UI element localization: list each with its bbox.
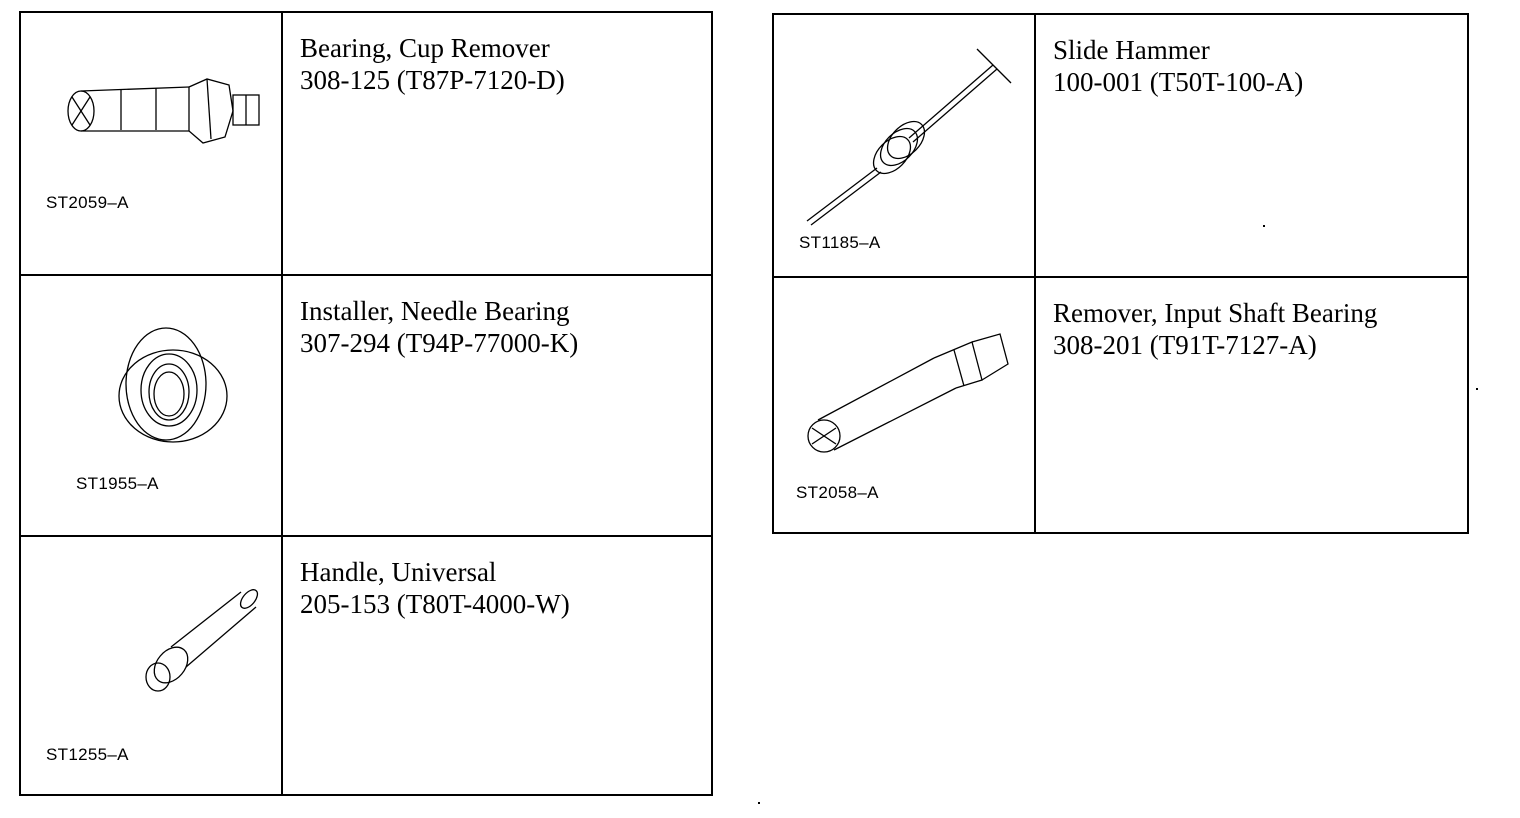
tool-number: 308-125 (T87P-7120-D) <box>300 65 565 95</box>
tool-number: 100-001 (T50T-100-A) <box>1053 67 1304 97</box>
needle-bearing-installer-icon <box>121 324 231 454</box>
slide-hammer-icon <box>799 43 1019 233</box>
tool-row <box>21 274 711 535</box>
tool-description-cell <box>1036 15 1467 276</box>
tool-number: 307-294 (T94P-77000-K) <box>300 328 579 358</box>
special-tools-table-right <box>772 13 1469 534</box>
illustration-code: ST2059–A <box>46 193 129 212</box>
special-tools-table-left <box>19 11 713 796</box>
tool-number: 308-201 (T91T-7127-A) <box>1053 330 1317 360</box>
tool-illustration-cell <box>21 13 283 274</box>
tool-row <box>21 13 711 274</box>
tool-row <box>774 15 1467 276</box>
tool-name: Installer, Needle Bearing <box>300 296 570 326</box>
tool-number: 205-153 (T80T-4000-W) <box>300 589 570 619</box>
tool-name: Bearing, Cup Remover <box>300 33 550 63</box>
tool-illustration-cell <box>774 278 1036 534</box>
tool-name: Handle, Universal <box>300 557 497 587</box>
tool-illustration-cell <box>21 276 283 535</box>
illustration-code: ST1955–A <box>76 474 159 493</box>
tool-illustration-cell <box>21 537 283 796</box>
tool-description-cell <box>283 276 711 535</box>
scan-speck <box>1263 225 1265 227</box>
tool-row <box>21 535 711 796</box>
scan-speck <box>758 802 760 804</box>
tool-description-cell <box>283 13 711 274</box>
tool-description-cell <box>283 537 711 796</box>
tool-name: Slide Hammer <box>1053 35 1210 65</box>
tool-row <box>774 276 1467 534</box>
input-shaft-bearing-remover-icon <box>804 318 1014 458</box>
illustration-code: ST1255–A <box>46 745 129 764</box>
scan-speck <box>1476 388 1478 390</box>
universal-handle-icon <box>116 577 266 697</box>
bearing-cup-remover-icon <box>61 73 271 153</box>
illustration-code: ST1185–A <box>799 233 881 252</box>
tool-illustration-cell <box>774 15 1036 276</box>
tool-description-cell <box>1036 278 1467 534</box>
tool-name: Remover, Input Shaft Bearing <box>1053 298 1378 328</box>
illustration-code: ST2058–A <box>796 483 879 502</box>
